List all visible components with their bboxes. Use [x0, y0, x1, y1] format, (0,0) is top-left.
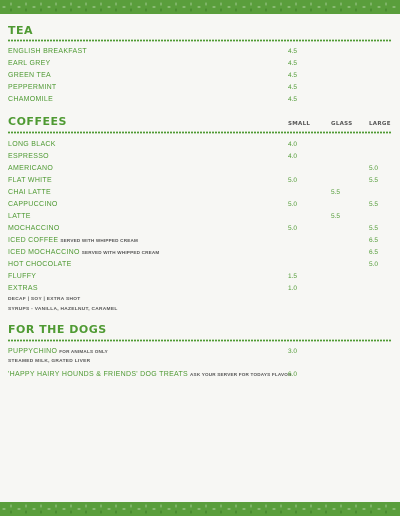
- price-small: 1.0: [288, 285, 298, 292]
- item-name: 'HAPPY HAIRY HOUNDS & FRIENDS' DOG TREATS ASK YOUR SERVER FOR TODAYS FLAVOR: [8, 371, 292, 378]
- item-name: LATTE: [8, 213, 31, 220]
- menu-item: [0, 201, 400, 211]
- item-name: PUPPYCHINO FOR ANIMALS ONLY: [8, 348, 108, 355]
- coffees-divider: [8, 131, 392, 134]
- item-price: 4.5: [288, 96, 298, 103]
- item-name: AMERICANO: [8, 165, 54, 172]
- price-small: 4.0: [288, 141, 298, 148]
- menu-item: [0, 177, 400, 187]
- item-name: FLAT WHITE: [8, 177, 52, 184]
- bottom-leaf-border: [0, 502, 400, 516]
- item-note: ASK YOUR SERVER FOR TODAYS FLAVOR: [190, 372, 292, 377]
- price-large: 5.0: [369, 165, 379, 172]
- col-glass-header: GLASS: [331, 121, 353, 127]
- menu-item: [0, 371, 400, 381]
- extras-options: DECAF | SOY | EXTRA SHOT: [8, 297, 81, 302]
- dogs-heading: FOR THE DOGS: [8, 323, 107, 336]
- top-leaf-border: [0, 0, 400, 14]
- item-name: CHAI LATTE: [8, 189, 51, 196]
- price-glass: 5.5: [331, 189, 341, 196]
- item-name: ESPRESSO: [8, 153, 49, 160]
- col-small-header: SMALL: [288, 121, 311, 127]
- menu-item: [0, 213, 400, 223]
- menu-item: [0, 237, 400, 247]
- item-name: FLUFFY: [8, 273, 37, 280]
- dogs-divider: [8, 339, 392, 342]
- item-price: 4.5: [288, 48, 298, 55]
- item-price: 4.5: [288, 60, 298, 67]
- menu-item: [0, 165, 400, 175]
- price-large: 6.5: [369, 249, 379, 256]
- menu-item: [0, 141, 400, 151]
- item-price: 3.0: [288, 348, 298, 355]
- menu-item: [0, 96, 400, 106]
- item-name: ENGLISH BREAKFAST: [8, 48, 88, 55]
- price-large: 6.5: [369, 237, 379, 244]
- col-large-header: LARGE: [369, 121, 391, 127]
- price-small: 5.0: [288, 225, 298, 232]
- price-small: 5.0: [288, 201, 298, 208]
- price-large: 5.5: [369, 225, 379, 232]
- menu-item: [0, 153, 400, 163]
- syrups-note: SYRUPS - VANILLA, HAZELNUT, CARAMEL: [8, 307, 118, 312]
- item-price: 4.5: [288, 84, 298, 91]
- item-name: CAPPUCCINO: [8, 201, 58, 208]
- item-price: 6.0: [288, 371, 298, 378]
- item-name: GREEN TEA: [8, 72, 52, 79]
- menu-item: [0, 60, 400, 70]
- item-name: EARL GREY: [8, 60, 51, 67]
- item-name: EXTRAS: [8, 285, 38, 292]
- menu-item: [0, 285, 400, 295]
- item-note: SERVED WITH WHIPPED CREAM: [60, 238, 139, 243]
- menu-item: [0, 261, 400, 271]
- menu-item: [0, 48, 400, 58]
- tea-heading: TEA: [8, 24, 34, 37]
- menu-item: [0, 225, 400, 235]
- price-large: 5.0: [369, 261, 379, 268]
- item-name: ICED MOCHACCINO SERVED WITH WHIPPED CREAM: [8, 249, 160, 256]
- price-glass: 5.5: [331, 213, 341, 220]
- item-name: HOT CHOCOLATE: [8, 261, 72, 268]
- tea-divider: [8, 39, 392, 42]
- menu-item: [0, 84, 400, 94]
- price-small: 1.5: [288, 273, 298, 280]
- item-name: MOCHACCINO: [8, 225, 60, 232]
- price-small: 5.0: [288, 177, 298, 184]
- item-name: ICED COFFEE SERVED WITH WHIPPED CREAM: [8, 237, 139, 244]
- item-note: SERVED WITH WHIPPED CREAM: [81, 250, 160, 255]
- puppychino-description: STEAMED MILK, GRATED LIVER: [8, 359, 91, 364]
- item-note: FOR ANIMALS ONLY: [59, 349, 108, 354]
- price-large: 5.5: [369, 201, 379, 208]
- item-name: PEPPERMINT: [8, 84, 57, 91]
- coffees-heading: COFFEES: [8, 115, 67, 128]
- menu-item: [0, 348, 400, 358]
- item-price: 4.5: [288, 72, 298, 79]
- price-small: 4.0: [288, 153, 298, 160]
- menu-item: [0, 189, 400, 199]
- menu-item: [0, 273, 400, 283]
- menu-item: [0, 249, 400, 259]
- item-name: CHAMOMILE: [8, 96, 54, 103]
- price-large: 5.5: [369, 177, 379, 184]
- item-name: LONG BLACK: [8, 141, 56, 148]
- menu-item: [0, 72, 400, 82]
